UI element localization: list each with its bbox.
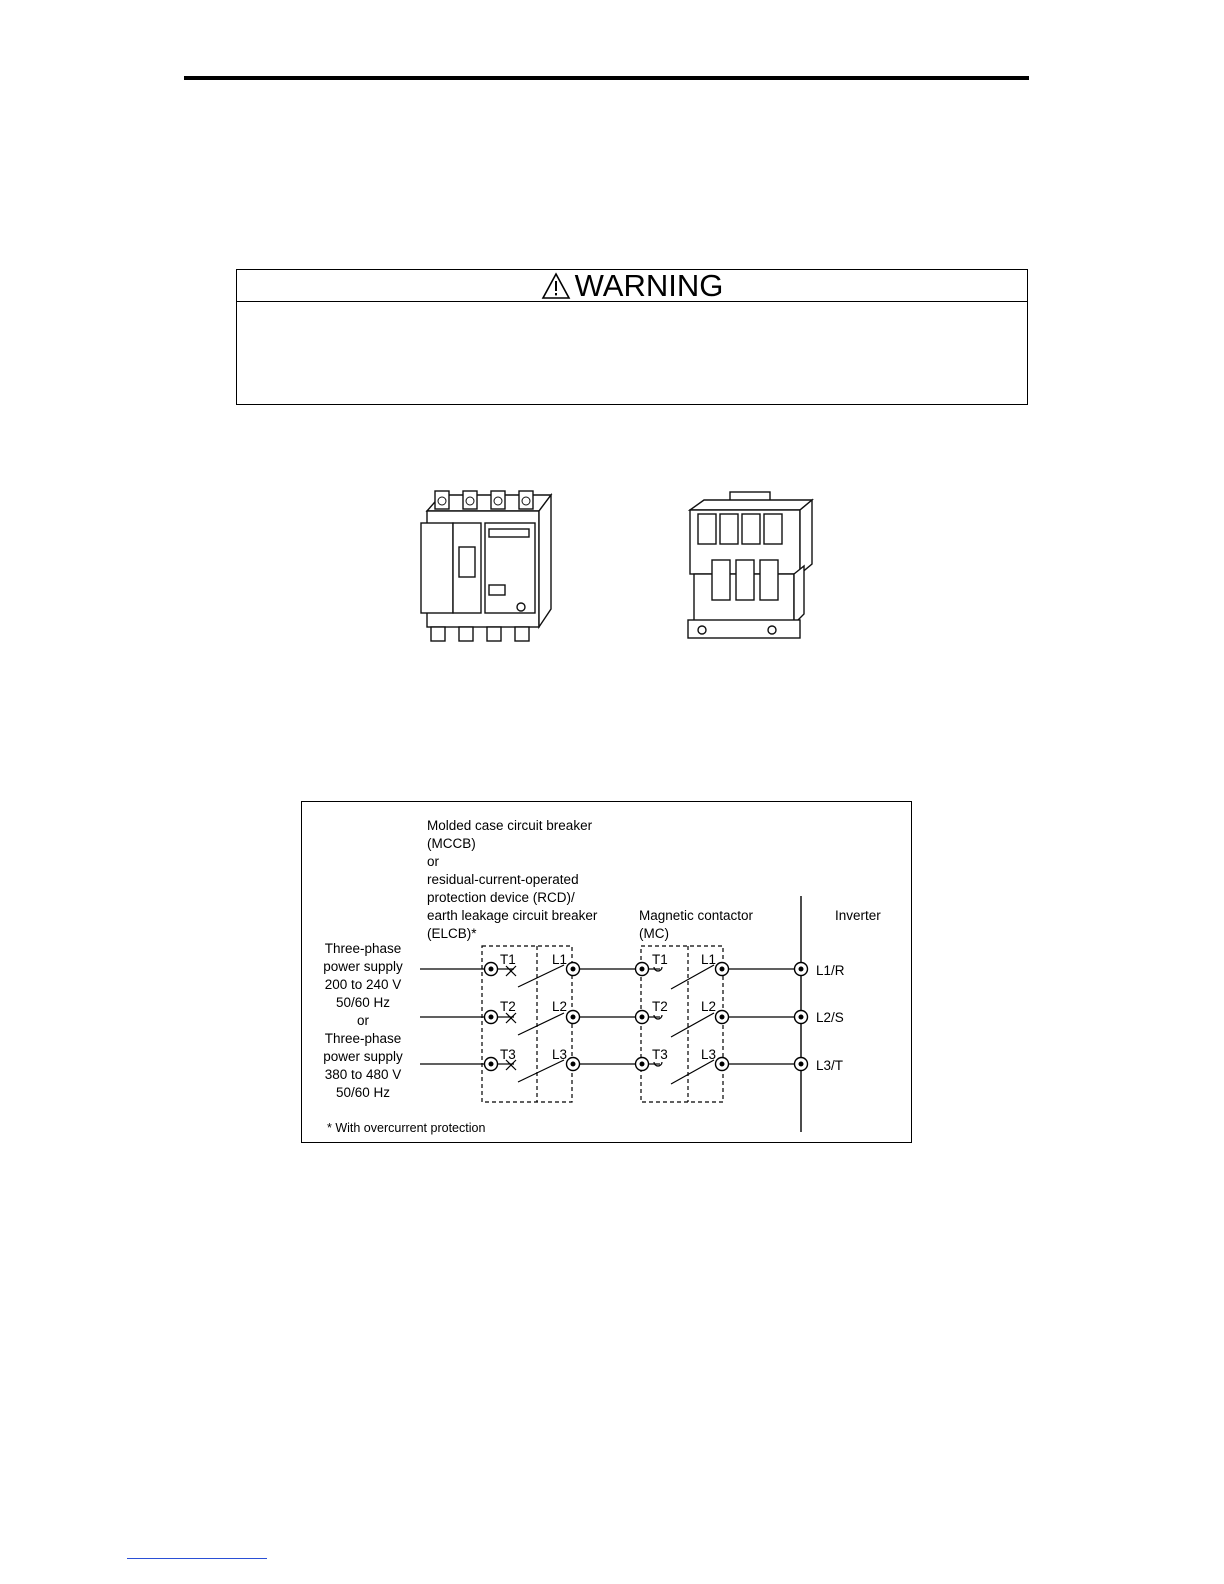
inverter-terminal-s: L2/S <box>816 1010 844 1025</box>
footer-link-underline <box>127 1558 267 1559</box>
wiring-diagram-svg <box>302 802 913 1144</box>
footnote: * With overcurrent protection <box>327 1121 486 1135</box>
inverter-terminal-t: L3/T <box>816 1058 844 1073</box>
supply-label-line-4: 50/60 Hz <box>335 995 391 1010</box>
wiring-diagram <box>301 801 912 1143</box>
contactor-label-line-1: Magnetic contactor <box>639 908 754 923</box>
contactor-terminal-l2: L2 <box>701 999 717 1014</box>
breaker-terminal-l3: L3 <box>552 1047 568 1062</box>
breaker-label-line-4: residual-current-operated <box>427 872 579 887</box>
supply-label-line-1: Three-phase <box>324 941 402 956</box>
magnetic-contactor-photo <box>684 490 816 642</box>
supply-label-line-3: 200 to 240 V <box>324 977 402 992</box>
warning-header <box>237 270 1027 302</box>
supply-label-line-8: 380 to 480 V <box>324 1067 402 1082</box>
breaker-terminal-l2: L2 <box>552 999 568 1014</box>
breaker-terminal-l1: L1 <box>552 952 568 967</box>
breaker-terminal-t1: T1 <box>500 952 516 967</box>
breaker-terminal-t2: T2 <box>500 999 516 1014</box>
warning-triangle-icon <box>541 272 571 300</box>
supply-label-line-5: or <box>356 1013 370 1028</box>
breaker-label-line-7: (ELCB)* <box>427 926 477 941</box>
inverter-terminal-r: L1/R <box>816 963 845 978</box>
supply-label-line-6: Three-phase <box>324 1031 402 1046</box>
warning-box <box>236 269 1028 405</box>
contactor-label-line-2: (MC) <box>639 926 669 941</box>
breaker-label-line-6: earth leakage circuit breaker <box>427 908 598 923</box>
circuit-breaker-photo <box>413 489 558 644</box>
contactor-terminal-t2: T2 <box>652 999 668 1014</box>
inverter-label: Inverter <box>835 908 881 923</box>
breaker-label-line-1: Molded case circuit breaker <box>427 818 593 833</box>
breaker-terminal-t3: T3 <box>500 1047 516 1062</box>
breaker-label-line-2: (MCCB) <box>427 836 476 851</box>
supply-label-line-9: 50/60 Hz <box>335 1085 391 1100</box>
contactor-terminal-l1: L1 <box>701 952 717 967</box>
header-rule <box>184 76 1029 80</box>
breaker-label-line-3: or <box>427 854 440 869</box>
breaker-label-line-5: protection device (RCD)/ <box>427 890 575 905</box>
supply-label-line-7: power supply <box>323 1049 403 1064</box>
supply-label-line-2: power supply <box>323 959 403 974</box>
contactor-terminal-t3: T3 <box>652 1047 668 1062</box>
contactor-terminal-t1: T1 <box>652 952 668 967</box>
contactor-terminal-l3: L3 <box>701 1047 717 1062</box>
warning-title: WARNING <box>574 268 724 303</box>
